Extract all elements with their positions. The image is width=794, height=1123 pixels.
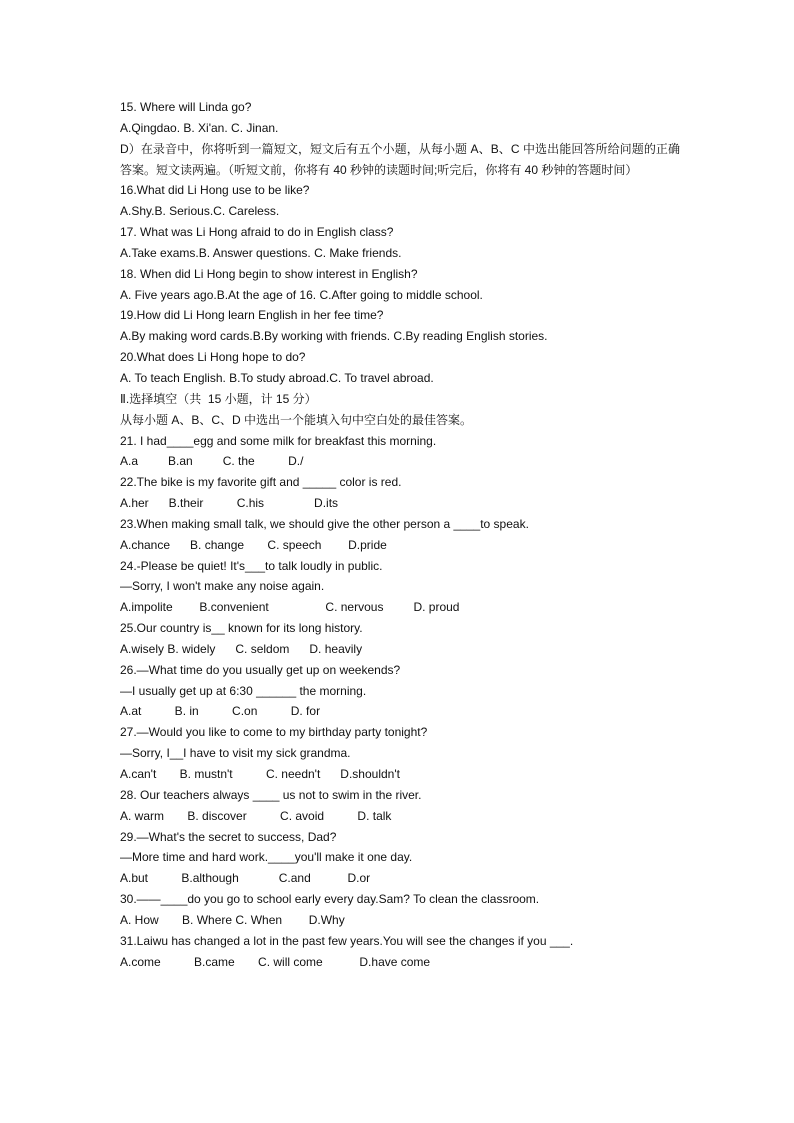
question-27-options: A.can't B. mustn't C. needn't D.shouldn't xyxy=(120,767,400,781)
question-19: 19.How did Li Hong learn English in her fee time? xyxy=(120,308,384,323)
question-26-reply: —I usually get up at 6:30 ______ the morning. xyxy=(120,683,367,698)
question-21-options: A.a B.an C. the D./ xyxy=(120,454,304,469)
question-20-options: A. To teach English. B.To study abroad.C. To travel abroad. xyxy=(120,370,434,385)
question-17: 17. What was Li Hong afraid to do in English class? xyxy=(120,225,394,240)
question-22: 22.The bike is my favorite gift and _____ color is red. xyxy=(120,475,402,490)
question-27-reply: —Sorry, I__I have to visit my sick grandma. xyxy=(120,746,351,761)
question-16-options: A.Shy.B. Serious.C. Careless. xyxy=(120,204,280,219)
question-24: 24.-Please be quiet! It's___to talk loudly in public. xyxy=(120,558,383,573)
question-22-options: A.her B.their C.his D.its xyxy=(120,496,339,511)
question-25: 25.Our country is__ known for its long history. xyxy=(120,621,363,636)
question-29: 29.—What's the secret to success, Dad? xyxy=(120,829,337,844)
question-25-options: A.wisely B. widely C. seldom D. heavily xyxy=(120,641,363,656)
question-31-options: A.come B.came C. will come D.have come xyxy=(120,954,431,969)
question-28-options: A. warm B. discover C. avoid D. talk xyxy=(120,808,392,823)
question-15: 15. Where will Linda go? xyxy=(120,100,252,114)
question-29-options: A.but B.although C.and D.or xyxy=(120,871,371,886)
question-31: 31.Laiwu has changed a lot in the past few years.You will see the changes if you ___. xyxy=(120,933,574,948)
question-24-reply: —Sorry, I won't make any noise again. xyxy=(120,579,325,594)
question-29-reply: —More time and hard work.____you'll make it one day. xyxy=(120,850,413,865)
question-26-options: A.at B. in C.on D. for xyxy=(120,704,321,719)
question-26: 26.—What time do you usually get up on weekends? xyxy=(120,662,401,677)
question-17-options: A.Take exams.B. Answer questions. C. Make friends. xyxy=(120,245,402,260)
question-28: 28. Our teachers always ____ us not to swim in the river. xyxy=(120,787,422,802)
question-27: 27.—Would you like to come to my birthday party tonight? xyxy=(120,725,428,740)
question-18-options: A. Five years ago.B.At the age of 16. C.After going to middle school. xyxy=(120,287,483,302)
question-30: 30.——____do you go to school early every day.Sam? To clean the classroom. xyxy=(120,892,540,907)
question-30-options: A. How B. Where C. When D.Why xyxy=(120,912,345,927)
section-ii-instructions: 从每小题 A、B、C、D 中选出一个能填入句中空白处的最佳答案。 xyxy=(120,412,473,427)
section-d-instructions: D）在录音中，你将听到一篇短文，短文后有五个小题，从每小题 A、B、C 中选出能回答所给问题的正确答案。短文读两遍。（听短文前，你将有 40 秒钟的读题时间;听完后，你将有 40 秒钟的答题时间） xyxy=(120,141,680,177)
question-21: 21. I had____egg and some milk for breakfast this morning. xyxy=(120,433,437,448)
question-18: 18. When did Li Hong begin to show interest in English? xyxy=(120,266,418,281)
question-23-options: A.chance B. change C. speech D.pride xyxy=(120,537,387,552)
question-20: 20.What does Li Hong hope to do? xyxy=(120,350,306,365)
question-23: 23.When making small talk, we should give the other person a ____to speak. xyxy=(120,516,529,531)
question-24-options: A.impolite B.convenient C. nervous D. proud xyxy=(120,600,460,615)
section-ii-heading: Ⅱ.选择填空（共 15 小题，计 15 分） xyxy=(120,391,317,406)
exam-page xyxy=(120,97,680,972)
question-16: 16.What did Li Hong use to be like? xyxy=(120,183,310,198)
question-19-options: A.By making word cards.B.By working with friends. C.By reading English stories. xyxy=(120,329,548,344)
question-15-options: A.Qingdao. B. Xi'an. C. Jinan. xyxy=(120,120,279,135)
